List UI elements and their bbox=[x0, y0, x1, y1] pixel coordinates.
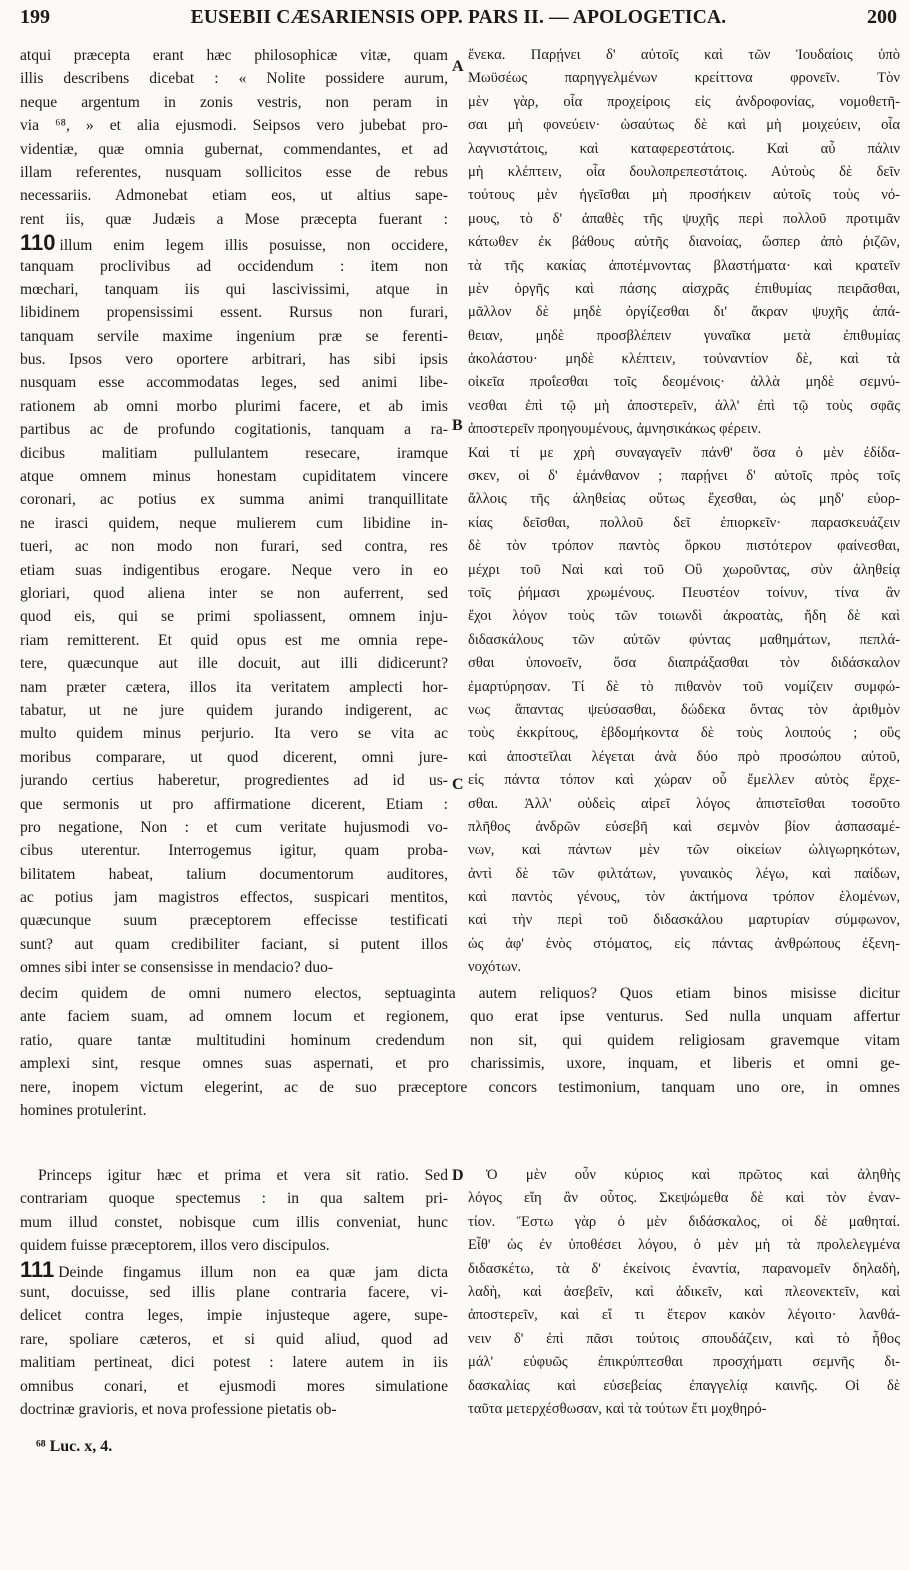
text-line: μους, τὸ δ' ἀπαθὲς τῆς ψυχῆς περὶ πολλοῦ προτιμᾶν bbox=[468, 210, 900, 227]
text-line: illam referentes, nusquam sollicitos esse de rebus bbox=[20, 163, 448, 181]
text-line: illis describens dicebat : « Nolite possidere aurum, bbox=[20, 70, 448, 88]
text-line: etiam suas indigentibus erogare. Neque vero in eo bbox=[20, 561, 448, 579]
text-line: videntiæ, quæ omnia gubernat, commendantes, et ad bbox=[20, 140, 448, 158]
text-line: nusquam esse accommodatas leges, sed animi libe- bbox=[20, 374, 448, 392]
text-line: ἕνεκα. Παρῄνει δ' αὐτοῖς καὶ τῶν Ἰουδαίοις ὑπὸ bbox=[468, 47, 900, 63]
text-line: τίον. Ἔστω γὰρ ὁ μὲν διδάσκαλος, οἱ δὲ μαθηταί. bbox=[468, 1213, 900, 1230]
text-line: pro negatione, Non : et cum veritate hujusmodi vo- bbox=[20, 818, 448, 836]
text-line: decim quidem de omni numero electos, septuaginta autem reliquos? Quos etiam binos misisse dicitur bbox=[20, 985, 900, 1002]
text-line: tere, quæcunque aut ille docuit, aut illi didicerunt? bbox=[20, 655, 448, 673]
text-line: καὶ παντὸς γένους, τὸν ἀκτήμονα τρόπον ἑλομένων, bbox=[468, 889, 900, 906]
text-line: πλῆθος ἀνδρῶν εὐσεβῆ καὶ σεμνὸν βίον ἀσπασαμέ- bbox=[468, 818, 900, 835]
text-line: mœchari, tanquam iis qui lascivissimi, atque in bbox=[20, 280, 448, 298]
text-line: μέχρι τοῦ Ναὶ καὶ τοῦ Οὒ χωροῦντας, σὺν ἀληθείᾳ bbox=[468, 561, 900, 578]
text-line: multo quidem minus perjurio. Ita vero se vita ac bbox=[20, 725, 448, 743]
text-line: ratio, quare tantæ multitudini hominum credendum non sit, qui quidem religiosam gravemque vitam bbox=[20, 1031, 900, 1049]
text-line: ταῦτα μετερχέσθωσαν, καὶ τὰ τούτων ἔτι μοχθηρό- bbox=[468, 1400, 767, 1417]
text-line: nere, inopem victum elegerint, ac de suo præceptore concors testimonium, tanquam uno ore, in omnes bbox=[20, 1078, 900, 1096]
margin-letter-b: B bbox=[452, 417, 463, 434]
text-line: διδασκέτω, τὰ δ' ἐκείνοις ἐναντία, παρανομεῖν δηλαδὴ, bbox=[468, 1260, 900, 1277]
text-line: neque argentum in zonis vestris, non peram in bbox=[20, 93, 448, 111]
text-line: ἀντὶ δὲ τῶν φιλτάτων, γυναικὸς λέγω, καὶ παίδων, bbox=[468, 865, 900, 882]
text-line: que sermonis ut pro affirmatione dicerent, Etiam : bbox=[20, 795, 448, 813]
text-line: partibus ac de profundo cogitationis, tanquam a ra- bbox=[20, 421, 448, 439]
text-line: rent iis, quæ Judæis a Mose præcepta fuerant : bbox=[20, 210, 448, 228]
text-line: atque omnem minus honestam cupiditatem vincere bbox=[20, 468, 448, 486]
text-line: tabatur, ut ne jure quidem jurando indigerent, ac bbox=[20, 701, 448, 719]
text-line: quidem fuisse præceptorem, illos vero discipulos. bbox=[20, 1237, 330, 1255]
text-line: εἰς πάντα τόπον καὶ χώραν οὗ ἔμελλεν αὐτὸς ἔρχε- bbox=[468, 772, 900, 789]
text-line: rationem ab omni morbo plurimi facere, et ab imis bbox=[20, 397, 448, 415]
text-line: δὲ τὸν τρόπον παντὸς ὅρκου πιστότερον φαίνεσθαι, bbox=[468, 538, 900, 555]
text-line: διδασκάλους τῶν αὐτῶν φύντας μαθημάτων, πεπλά- bbox=[468, 631, 900, 648]
text-line: Princeps igitur hæc et prima et vera sit ratio. Sed bbox=[38, 1167, 448, 1184]
text-line: amplexi sint, resque omnes suas aspernati, et pro charissimis, uxore, inquam, et liberis et omni ge- bbox=[20, 1055, 900, 1073]
text-line: Καὶ τί με χρὴ συναγαγεῖν πάνθ' ὅσα ὁ μὲν ἐδίδα- bbox=[468, 444, 900, 461]
page-number-left: 199 bbox=[20, 6, 50, 28]
text-line: mum illud constet, nobisque cum illis conveniat, hunc bbox=[20, 1213, 448, 1231]
text-line: λαγνιστάτοις, καὶ καταφερεστάτοις. Καὶ αὖ πάλιν bbox=[468, 140, 900, 157]
text-line: ac potius jam magistros effectos, suspicari mentitos, bbox=[20, 889, 448, 907]
text-line: via ⁶⁸, » et alia ejusmodi. Seipsos vero jubebat pro- bbox=[20, 117, 448, 135]
page-number-right: 200 bbox=[867, 6, 897, 28]
text-line: bilitatem habeat, talium documentorum auditores, bbox=[20, 865, 448, 883]
text-line: νεσθαι ἐπὶ τῷ μὴ ἀποστερεῖν, ἀλλ' ἐπὶ τῷ τοὺς σφᾶς bbox=[468, 397, 900, 414]
text-line: δασκαλίας καὶ εὐσεβείας ἐπαγγελίᾳ καινῆς. Οἱ δὲ bbox=[468, 1377, 900, 1394]
text-line: οἰκεῖα προΐεσθαι τοῖς δεομένοις· ἀλλὰ μηδὲ σεμνύ- bbox=[468, 374, 900, 391]
text-line: ἔχοι λόγον τοὺς τῶν τοιωνδὶ ἀκροατὰς, ἤδη δὲ καὶ bbox=[468, 608, 900, 625]
text-line: sunt, docuisse, sed illis plane contraria facere, vi- bbox=[20, 1283, 448, 1301]
text-line: tanquam proclivibus ad occidendum : item non bbox=[20, 257, 448, 275]
text-line: ἀποστερεῖν, καὶ εἴ τι ἕτερον κακὸν λέγοιτο· λανθά- bbox=[468, 1307, 900, 1324]
text-line: necessariis. Admonebat etiam eos, ut altius sape- bbox=[20, 187, 448, 205]
text-line: σκεν, οἱ δ' ἐμάνθανον ; παρῄνει δ' αὐτοῖς πρὸς τοῖς bbox=[468, 468, 900, 485]
text-line: moribus comparare, ut quod dicerent, omni jure- bbox=[20, 748, 448, 766]
text-line: tanquam servile maxime ingenium præ se ferenti- bbox=[20, 327, 448, 345]
text-line: σθαι. Ἀλλ' οὐδεὶς αἱρεῖ λόγος ἀπιστεῖσθαι τοσοῦτο bbox=[468, 795, 900, 812]
text-line: σθαι ὑπονοεῖν, ὅσα διαπράξασθαι τὸν διδάσκαλον bbox=[468, 655, 900, 672]
text-line: μὴ κλέπτειν, οἷα δουλοπρεπεστάτοις. Αὐτοὺς δὲ δεῖν bbox=[468, 163, 900, 180]
text-line: μάλ' εὐφυῶς ἐπικρύπτεσθαι προσχήματι σεμνῆς δι- bbox=[468, 1354, 900, 1371]
text-line: libidinem propensissimi essent. Rursus non furari, bbox=[20, 304, 448, 322]
text-line: νων, καὶ πάντων μὲν τῶν οἰκείων ὠλιγωρηκότων, bbox=[468, 842, 900, 859]
text-line: tueri, ac non modo non furari, sed contra, res bbox=[20, 538, 448, 556]
text-line: λαδὴ, καὶ ἀσεβεῖν, καὶ ἀδικεῖν, καὶ πλεονεκτεῖν, καὶ bbox=[468, 1283, 900, 1300]
text-line: καὶ τὴν περὶ τοῦ διδασκάλου μαρτυρίαν σύμφωνον, bbox=[468, 912, 900, 929]
text-line: μὲν ὀργῆς καὶ πάσης αἰσχρᾶς ἐπιθυμίας πειρᾶσθαι, bbox=[468, 280, 900, 297]
text-line: contrariam quoque spectemus : in qua saltem pri- bbox=[20, 1190, 448, 1208]
text-line: τοῖς ῥήμασι χρωμένους. Πευστέον τοίνυν, τίνα ἂν bbox=[468, 584, 900, 601]
text-line: jurando certius haberetur, progredientes ad id us- bbox=[20, 772, 448, 790]
text-line: ἄλλοις τῆς ἀληθείας οὕτως ἔχεσθαι, ὡς μηδ' εὐορ- bbox=[468, 491, 900, 508]
latin-full-width-paragraph bbox=[20, 982, 900, 1122]
text-line: malitiam pertineat, dici potest : latere autem in iis bbox=[20, 1354, 448, 1372]
greek-column-bottom bbox=[468, 1164, 900, 1421]
text-line: omnes sibi inter se consensisse in mendacio? duo- bbox=[20, 959, 334, 977]
text-line: doctrinæ gravioris, et nova professione pietatis ob- bbox=[20, 1400, 337, 1418]
text-line: homines protulerint. bbox=[20, 1101, 147, 1119]
footnote: ⁶⁸ Luc. x, 4. bbox=[36, 1438, 113, 1455]
text-line: 111 Deinde fingamus illum non ea quæ jam dicta bbox=[20, 1257, 448, 1281]
text-line: cibus uterentur. Interrogemus igitur, quam proba- bbox=[20, 842, 448, 860]
text-line: μᾶλλον δὲ μηδὲ ὀργίζεσθαι δι' ἄκραν ψυχῆς ἀπά- bbox=[468, 304, 900, 321]
section-number: 110 bbox=[20, 231, 56, 255]
text-line: σαι μὴ φονεύειν· ὡσαύτως δὲ καὶ μὴ μοιχεύειν, οἷα bbox=[468, 117, 900, 134]
latin-column-top bbox=[20, 44, 448, 980]
text-line: atqui præcepta erant hæc philosophicæ vitæ, quam bbox=[20, 47, 448, 64]
text-line: καὶ ἀποστεῖλαι λέγεται ἀνὰ δύο πρὸ προσώπου αὐτοῦ, bbox=[468, 748, 900, 765]
latin-column-bottom bbox=[20, 1164, 448, 1421]
text-line: νοχότων. bbox=[468, 959, 522, 976]
text-line: rare, spoliare cæteros, et si quid aliud, quod ad bbox=[20, 1330, 448, 1348]
text-line: ante faciem suam, ad omnem locum et regionem, quo erat ipse venturus. Sed nulla unquam affertur bbox=[20, 1008, 900, 1026]
margin-letter-a: A bbox=[452, 58, 464, 75]
text-line: νως ἅπαντας ψεύσασθαι, δώδεκα ὄντας τὸν ἀριθμὸν bbox=[468, 701, 900, 718]
text-line: τοὺς ἐκκρίτους, ἑβδομήκοντα δὲ τοὺς λοιπούς ; οὓς bbox=[468, 725, 900, 742]
text-line: θειαν, μηδὲ προσβλέπειν γυναῖκα μετὰ ἐπιθυμίας bbox=[468, 327, 900, 344]
text-line: νειν δ' ἐπὶ πᾶσι τούτοις σπουδάζειν, καὶ τὸ ἦθος bbox=[468, 1330, 900, 1347]
text-line: κάτωθεν ἐκ βάθους αὐτῆς διανοίας, ὥσπερ ἀπὸ ῥιζῶν, bbox=[468, 234, 900, 251]
text-line: sunt? aut quam credibiliter faciant, si putent illos bbox=[20, 935, 448, 953]
text-line: μὲν γὰρ, οἷα προχείροις εἰς ἀνδροφονίας, νομοθετῆ- bbox=[468, 93, 900, 110]
text-line: quod eis, qui se primi spoliassent, omnem inju- bbox=[20, 608, 448, 626]
text-line: ἐμαρτύρησαν. Τί δὲ τὸ πιθανὸν τοῦ νομίζειν συμφώ- bbox=[468, 678, 900, 695]
text-line: coronari, ac potius ex summa animi tranquillitate bbox=[20, 491, 448, 509]
text-line: ἀκολάστου· μηδὲ κλέπτειν, τοὐναντίον δὲ, καὶ τὰ bbox=[468, 351, 900, 368]
text-line: κίας δεῖσθαι, πολλοῦ δεῖ ἐπιορκεῖν· παρασκευάζειν bbox=[468, 514, 900, 531]
text-line: ἀποστερεῖν προηγουμένους, ἀμνησικάκως φέρειν. bbox=[468, 421, 762, 438]
text-line: ne irasci quidem, neque mulierem cum libidine in- bbox=[20, 514, 448, 532]
text-line: ὡς ἀφ' ἑνὸς στόματος, εἰς πάντας ἀνθρώπους ἐξενη- bbox=[468, 935, 900, 952]
text-line: bus. Ipsos vero oportere arbitrari, has sibi ipsis bbox=[20, 351, 448, 369]
text-line: omnibus conari, et ejusmodi mores simulatione bbox=[20, 1377, 448, 1395]
text-line: τὰ τῆς κακίας ἀποτέμνοντας βλαστήματα· καὶ κρατεῖν bbox=[468, 257, 900, 274]
text-line: dicibus malitiam pullulantem resecare, iramque bbox=[20, 444, 448, 462]
text-line: gloriari, quod aliena inter se non auferrent, sed bbox=[20, 584, 448, 602]
section-number: 111 bbox=[20, 1257, 55, 1281]
text-line: τούτους μὲν ἡγεῖσθαι μὴ προσήκειν αὐτοῖς τοὺς νό- bbox=[468, 187, 900, 204]
running-header bbox=[18, 2, 899, 32]
margin-letter-d: D bbox=[452, 1167, 464, 1184]
text-line: Εἶθ' ὡς ἐν ὑποθέσει λόγου, ὁ μὲν μὴ τὰ προλελεγμένα bbox=[468, 1237, 900, 1254]
text-line: nam præter cætera, illos ita veritatem amplecti hor- bbox=[20, 678, 448, 696]
running-title: EUSEBII CÆSARIENSIS OPP. PARS II. — APOLOGETICA. bbox=[190, 7, 727, 28]
text-line: riam remitterent. Et quid opus est me omnia repe- bbox=[20, 631, 448, 649]
text-line: λόγος εἴη ἂν οὗτος. Σκεψώμεθα δὲ καὶ τὸν ἐναν- bbox=[468, 1190, 900, 1207]
text-line: 110 illum enim legem illis posuisse, non occidere, bbox=[20, 231, 448, 255]
margin-letter-c: C bbox=[452, 776, 464, 793]
greek-column-top bbox=[468, 44, 900, 980]
text-line: Ὁ μὲν οὖν κύριος καὶ πρῶτος καὶ ἀληθὴς bbox=[486, 1167, 900, 1183]
text-line: delicet contra leges, impie injusteque agere, supe- bbox=[20, 1307, 448, 1325]
text-line: quæcunque suum præceptorem effecisse testificati bbox=[20, 912, 448, 930]
text-line: Μωϋσέως παρηγγελμένων κρείττονα φρονεῖν. Τὸν bbox=[468, 70, 900, 87]
